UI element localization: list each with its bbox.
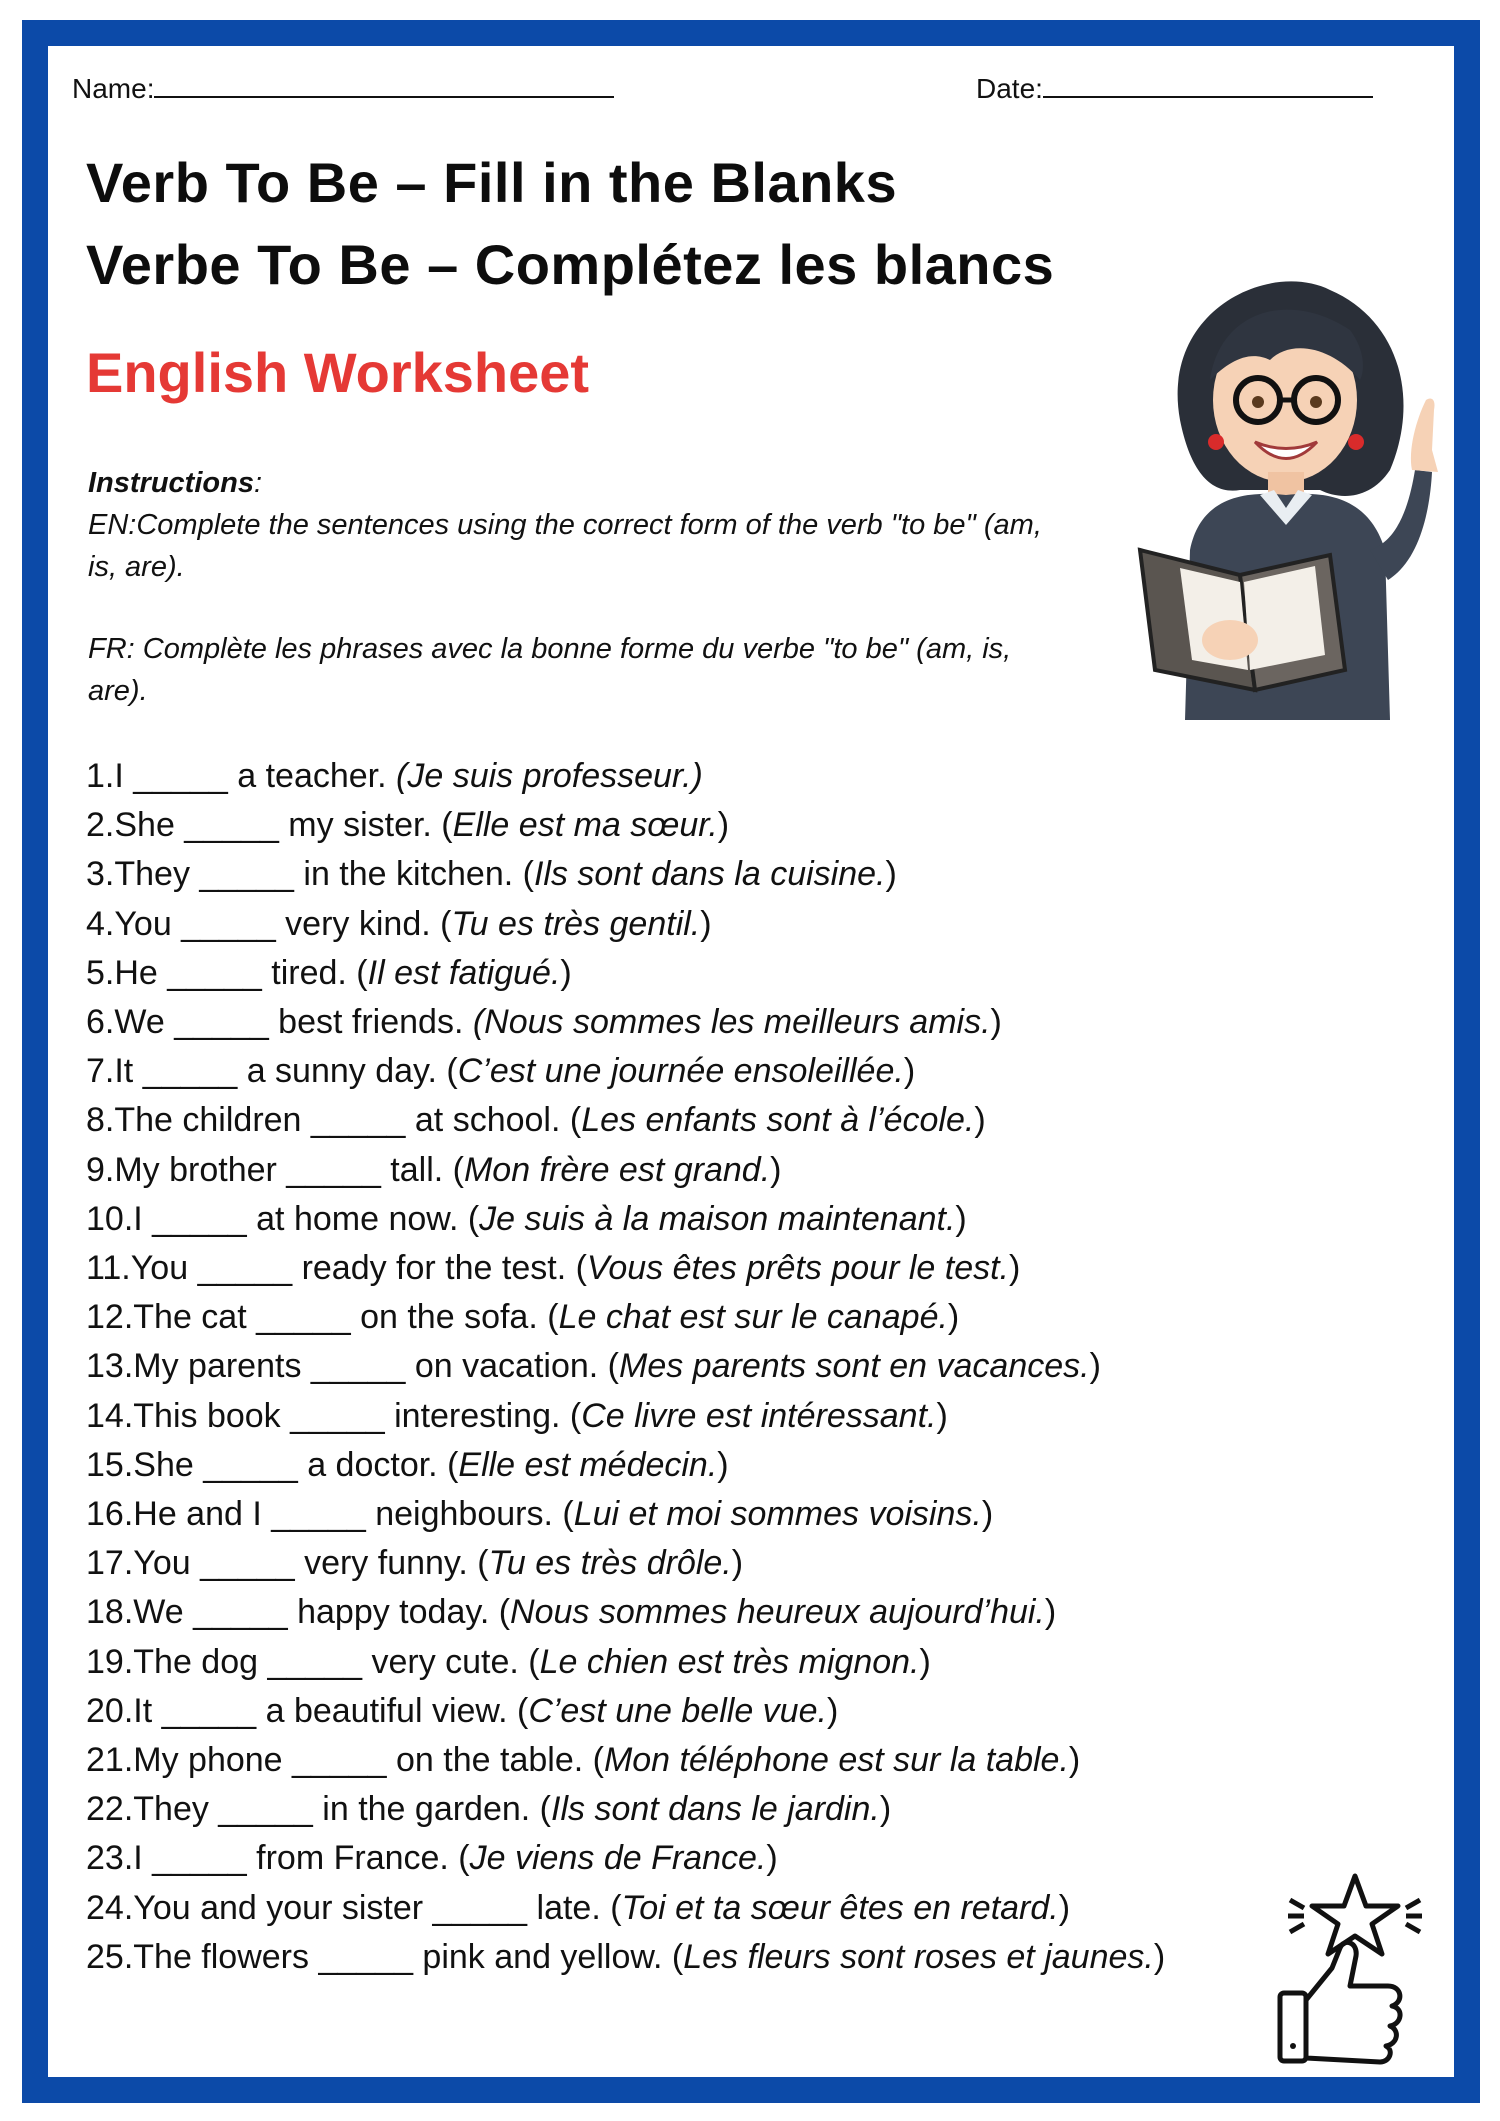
sentence-translation: Mon frère est grand. — [463, 1150, 771, 1189]
sentence-translation: Je viens de France. — [469, 1839, 767, 1878]
sentence-item — [86, 1244, 1286, 1293]
sentence-translation: C’est une journée ensoleillée. — [457, 1052, 904, 1091]
instructions-heading-label: Instructions — [88, 467, 254, 499]
sentence-translation: Vous êtes prêts pour le test. — [586, 1249, 1009, 1288]
sentence-item — [86, 1736, 1286, 1785]
sentence-text: This book _____ interesting. ( — [133, 1396, 582, 1435]
sentence-translation: Le chien est très mignon. — [539, 1642, 920, 1681]
date-line[interactable] — [1043, 70, 1373, 98]
sentence-closing: ) — [717, 806, 730, 845]
sentence-item — [86, 1096, 1286, 1145]
sentence-number: 9. — [86, 1150, 115, 1189]
instructions-english: EN:Complete the sentences using the correct form of the verb "to be" (am, is, are). — [88, 509, 1042, 583]
sentence-translation: Nous sommes heureux aujourd’hui. — [510, 1593, 1045, 1632]
sentence-closing: ) — [826, 1691, 839, 1730]
sentence-number: 23. — [86, 1839, 134, 1878]
sentence-item — [86, 1490, 1286, 1539]
sentence-number: 17. — [86, 1544, 134, 1583]
sentence-item — [86, 1441, 1286, 1490]
sentence-number: 20. — [86, 1691, 134, 1730]
instructions-heading-colon: : — [253, 467, 263, 499]
sentence-text: The dog _____ very cute. ( — [133, 1642, 540, 1681]
sentence-text: You _____ ready for the test. ( — [130, 1249, 587, 1288]
sentence-text: The flowers _____ pink and yellow. ( — [133, 1937, 684, 1976]
sentence-closing: ) — [560, 953, 572, 992]
sentence-text: She _____ my sister. ( — [114, 806, 453, 845]
sentence-number: 2. — [86, 806, 115, 845]
sentence-translation: Ce livre est intéressant. — [581, 1396, 937, 1435]
sentence-number: 25. — [86, 1937, 134, 1976]
sentence-closing: ) — [936, 1396, 948, 1435]
sentence-closing: ) — [974, 1101, 986, 1140]
teacher-with-book-illustration — [1120, 250, 1450, 730]
sentence-number: 11. — [86, 1249, 131, 1288]
sentence-text: My brother _____ tall. ( — [114, 1150, 464, 1189]
date-field[interactable] — [976, 70, 1373, 105]
sentence-item — [86, 900, 1286, 949]
sentence-text: He and I _____ neighbours. ( — [133, 1495, 574, 1534]
sentence-number: 22. — [86, 1790, 134, 1829]
sentence-translation: (Nous sommes les meilleurs amis. — [472, 1003, 991, 1042]
sentence-translation: Il est fatigué. — [367, 953, 561, 992]
sentence-translation: Toi et ta sœur êtes en retard. — [621, 1888, 1059, 1927]
sentence-item — [86, 1933, 1286, 1982]
thumbs-up-star-icon — [1270, 1868, 1440, 2068]
name-field[interactable] — [72, 70, 614, 105]
sentence-item — [86, 1047, 1286, 1096]
sentence-text: My parents _____ on vacation. ( — [133, 1347, 619, 1386]
sentence-item — [86, 1687, 1286, 1736]
sentence-closing: ) — [919, 1642, 931, 1681]
sentence-number: 13. — [86, 1347, 134, 1386]
sentence-closing: ) — [1153, 1937, 1166, 1976]
sentence-text: I _____ at home now. ( — [133, 1199, 480, 1238]
sentence-translation: Les fleurs sont roses et jaunes. — [683, 1937, 1154, 1976]
sentence-translation: Ils sont dans la cuisine. — [533, 855, 886, 894]
sentence-closing: ) — [879, 1790, 892, 1829]
date-label: Date: — [976, 73, 1043, 104]
sentence-number: 21. — [86, 1741, 134, 1780]
sentence-closing: ) — [1009, 1249, 1021, 1288]
sentence-number: 14. — [86, 1396, 134, 1435]
sentence-closing: ) — [700, 904, 712, 943]
sentence-item — [86, 1834, 1286, 1883]
sentence-list — [86, 752, 1286, 1982]
sentence-number: 4. — [86, 904, 115, 943]
sentence-item — [86, 1342, 1286, 1391]
sentence-closing: ) — [1044, 1593, 1057, 1632]
sentence-translation: C’est une belle vue. — [528, 1691, 827, 1730]
sentence-text: I _____ from France. ( — [133, 1839, 470, 1878]
title-english: Verb To Be – Fill in the Blanks — [86, 151, 898, 214]
sentence-translation: Tu es très drôle. — [488, 1544, 732, 1583]
sentence-number: 6. — [86, 1003, 115, 1042]
sentence-text: It _____ a sunny day. ( — [114, 1052, 458, 1091]
sentence-closing: ) — [731, 1544, 744, 1583]
instructions-heading — [88, 462, 1048, 504]
sentence-closing: ) — [770, 1150, 782, 1189]
sentence-closing: ) — [717, 1445, 729, 1484]
sentence-translation: Ils sont dans le jardin. — [551, 1790, 880, 1829]
sentence-item — [86, 1539, 1286, 1588]
title-french: Verbe To Be – Complétez les blancs — [86, 233, 1055, 296]
sentence-closing: ) — [990, 1003, 1002, 1042]
sentence-closing: ) — [1068, 1741, 1081, 1780]
sentence-text: She _____ a doctor. ( — [133, 1445, 459, 1484]
sentence-item — [86, 1195, 1286, 1244]
sentence-number: 1. — [86, 757, 115, 795]
sentence-translation: Tu es très gentil. — [451, 904, 701, 943]
sentence-item — [86, 801, 1286, 850]
sentence-text: You and your sister _____ late. ( — [133, 1888, 622, 1927]
sentence-closing: ) — [955, 1199, 967, 1238]
sentence-item — [86, 850, 1286, 899]
sentence-number: 7. — [86, 1052, 115, 1091]
sentence-text: He _____ tired. ( — [114, 953, 368, 992]
sentence-number: 16. — [86, 1495, 134, 1534]
worksheet-subtitle: English Worksheet — [86, 341, 590, 404]
sentence-text: They _____ in the garden. ( — [133, 1790, 551, 1829]
sentence-translation: Elle est médecin. — [458, 1445, 718, 1484]
sentence-number: 18. — [86, 1593, 134, 1632]
sentence-translation: (Je suis professeur.) — [396, 757, 703, 795]
sentence-translation: Les enfants sont à l’école. — [581, 1101, 975, 1140]
sentence-closing: ) — [1058, 1888, 1071, 1927]
sentence-number: 24. — [86, 1888, 134, 1927]
sentence-item — [86, 1588, 1286, 1637]
sentence-translation: Je suis à la maison maintenant. — [479, 1199, 956, 1238]
sentence-text: You _____ very kind. ( — [114, 904, 452, 943]
sentence-text: My phone _____ on the table. ( — [133, 1741, 604, 1780]
sentence-number: 3. — [86, 855, 115, 894]
sentence-closing: ) — [885, 855, 897, 894]
sentence-number: 19. — [86, 1642, 134, 1681]
sentence-translation: Elle est ma sœur. — [452, 806, 718, 845]
sentence-item — [86, 1146, 1286, 1195]
sentence-item — [86, 1884, 1286, 1933]
sentence-item — [86, 1392, 1286, 1441]
sentence-closing: ) — [1089, 1347, 1101, 1386]
sentence-closing: ) — [903, 1052, 916, 1091]
instructions-french: FR: Complète les phrases avec la bonne forme du verbe "to be" (am, is, are). — [88, 633, 1012, 707]
sentence-item — [86, 752, 1286, 801]
sentence-item — [86, 1293, 1286, 1342]
sentence-item — [86, 1638, 1286, 1687]
sentence-text: You _____ very funny. ( — [133, 1544, 489, 1583]
sentence-number: 5. — [86, 953, 115, 992]
sentence-text: They _____ in the kitchen. ( — [114, 855, 534, 894]
sentence-item — [86, 949, 1286, 998]
sentence-text: It _____ a beautiful view. ( — [133, 1691, 529, 1730]
sentence-text: We _____ happy today. ( — [133, 1593, 511, 1632]
sentence-translation: Lui et moi sommes voisins. — [573, 1495, 982, 1534]
sentence-item — [86, 998, 1286, 1047]
sentence-number: 12. — [86, 1298, 134, 1337]
sentence-text: The cat _____ on the sofa. ( — [133, 1298, 559, 1337]
sentence-translation: Mon téléphone est sur la table. — [603, 1741, 1069, 1780]
sentence-text: We _____ best friends. — [114, 1003, 473, 1042]
sentence-item — [86, 1785, 1286, 1834]
sentence-number: 10. — [86, 1199, 134, 1238]
name-label: Name: — [72, 73, 155, 104]
sentence-closing: ) — [766, 1839, 778, 1878]
sentence-text: The children _____ at school. ( — [114, 1101, 582, 1140]
sentence-number: 8. — [86, 1101, 115, 1140]
sentence-text: I _____ a teacher. — [114, 757, 397, 795]
sentence-number: 15. — [86, 1445, 134, 1484]
sentence-translation: Mes parents sont en vacances. — [619, 1347, 1090, 1386]
name-line[interactable] — [154, 70, 614, 98]
sentence-translation: Le chat est sur le canapé. — [558, 1298, 948, 1337]
sentence-closing: ) — [981, 1495, 994, 1534]
sentence-closing: ) — [947, 1298, 960, 1337]
